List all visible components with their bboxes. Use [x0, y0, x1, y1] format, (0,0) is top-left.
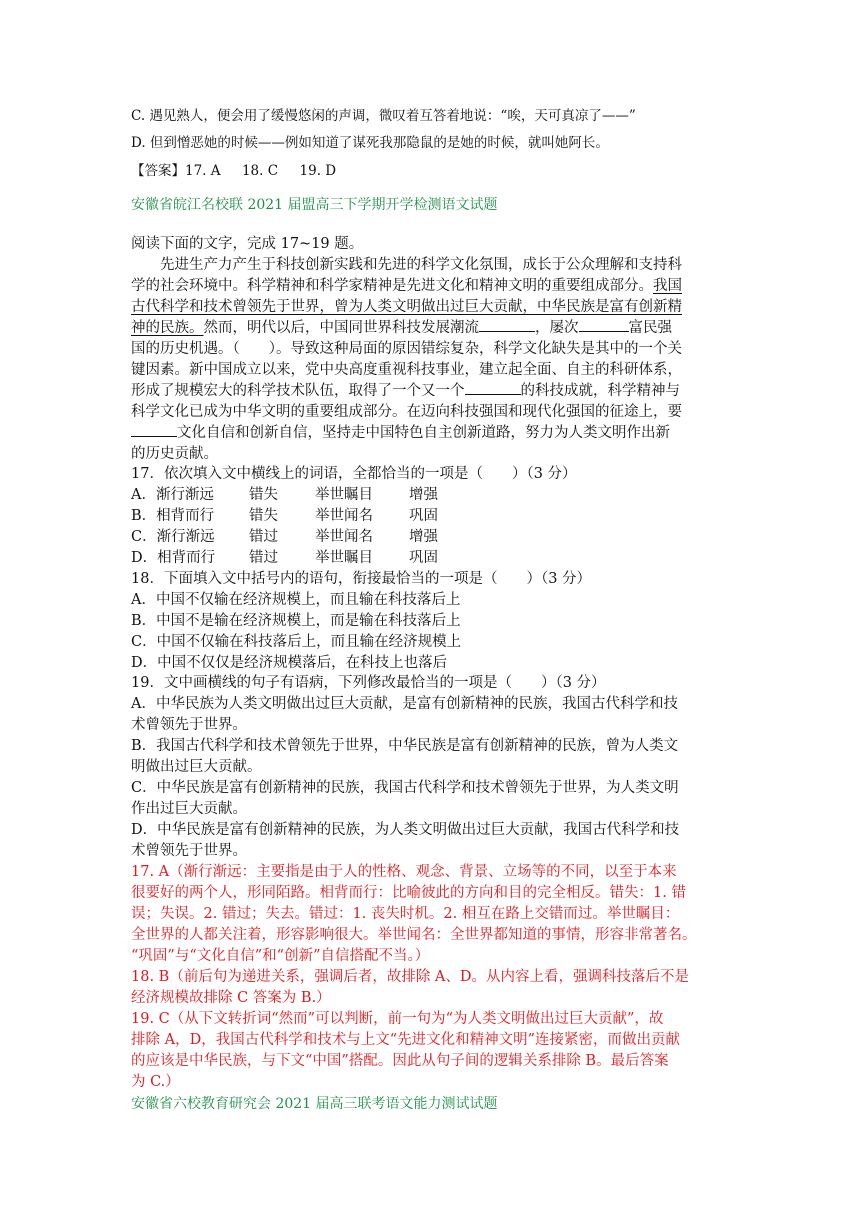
q19-option-d-line1: D．中华民族是富有创新精神的民族，为人类文明做出过巨大贡献，我国古代科学和技: [131, 822, 680, 838]
explain-17-line1: 17. A（渐行渐远：主要指是由于人的性格、观念、背景、立场等的不同，以至于本来: [131, 864, 677, 880]
q19-option-a-line1: A．中华民族为人类文明做出过巨大贡献，是富有创新精神的民族，我国古代科学和技: [131, 696, 678, 712]
q17-option-d: D．相背而行 错过 举世瞩目 巩固: [131, 550, 438, 566]
answer-text: 17. A 18. C 19. D: [185, 163, 337, 179]
underlined-sentence: 我国: [653, 278, 682, 294]
explain-19-line1: 19. C（从下文转折词“然而”可以判断，前一句为“为人类文明做出过巨大贡献”，故: [131, 1011, 664, 1027]
explain-19-line2: 排除 A，D，我国古代科学和技术与上文“先进文化和精神文明”连接紧密，而做出贡献: [131, 1032, 681, 1048]
passage-line-5: 国的历史机遇。（ ）。导致这种局面的原因错综复杂，科学文化缺失是其中的一个关: [131, 341, 682, 357]
passage-line-3-underlined: 古代科学和技术曾领先于世界，曾为人类文明做出过巨大贡献，中华民族是富有创新精: [131, 299, 682, 315]
q19-option-a-line2: 术曾领先于世界。: [131, 717, 247, 733]
explain-17-line5: “巩固”与“文化自信”和“创新”自信搭配不当。）: [131, 948, 430, 964]
explain-19-line3: 的应该是中华民族，与下文“中国”搭配。因此从句子间的逻辑关系排除 B。最后答案: [131, 1053, 669, 1069]
q19-option-b-line1: B．我国古代科学和技术曾领先于世界，中华民族是富有创新精神的民族，曾为人类文: [131, 738, 679, 754]
passage-line-8: 科学文化已成为中华文明的重要组成部分。在迈向科技强国和现代化强国的征途上，要: [131, 404, 682, 420]
explain-17-line2: 很要好的两个人，形同陌路。相背而行：比喻彼此的方向和目的完全相反。错失：1. 错: [131, 885, 686, 901]
prev-option-c: C. 遇见熟人，便会用了缓慢悠闲的声调，微叹着互答着地说：“唉，天可真凉了——”: [131, 108, 636, 124]
blank-3: [465, 380, 521, 395]
q19-stem: 19．文中画横线的句子有语病，下列修改最恰当的一项是（ ）（3 分）: [131, 675, 606, 691]
q17-option-b: B．相背而行 错失 举世闻名 巩固: [131, 508, 438, 524]
explain-17-line3: 误；失误。2. 错过；失去。错过：1. 丧失时机。2. 相互在路上交错而过。举世瞩目：: [131, 906, 680, 922]
prev-answer: [131, 160, 336, 182]
explain-17-line4: 全世界的人都关注着，形容影响很大。举世闻名：全世界都知道的事情，形容非常著名。: [131, 927, 697, 943]
q18-stem: 18．下面填入文中括号内的语句，衔接最恰当的一项是（ ）（3 分）: [131, 571, 592, 587]
passage-line-7: 形成了规模宏大的科学技术队伍，取得了一个又一个 的科技成就，科学精神与: [131, 380, 680, 402]
blank-4: [131, 422, 177, 437]
passage-line-9: 文化自信和创新自信，坚持走中国特色自主创新道路，努力为人类文明作出新: [131, 422, 670, 444]
prev-option-d: D. 但到憎恶她的时候——例如知道了谋死我那隐鼠的是她的时候，就叫她阿长。: [131, 135, 609, 151]
passage-line-4: 神的民族。然而，明代以后，中国同世界科技发展潮流 ，屡次 富民强: [131, 317, 672, 339]
q19-option-c-line1: C．中华民族是富有创新精神的民族，我国古代科学和技术曾领先于世界，为人类文明: [131, 780, 679, 796]
explain-18-line1: 18. B（前后句为递进关系，强调后者，故排除 A、D。从内容上看，强调科技落后不是: [131, 969, 690, 985]
passage-line-2: 学的社会环境中。科学精神和科学家精神是先进文化和精神文明的重要组成部分。我国: [131, 278, 682, 294]
blank-1: [479, 317, 535, 332]
underlined-sentence-end: 神的民族。: [131, 320, 204, 336]
q19-option-b-line2: 明做出过巨大贡献。: [131, 759, 262, 775]
explain-19-line4: 为 C.）: [131, 1074, 180, 1090]
q19-option-d-line2: 术曾领先于世界。: [131, 843, 247, 859]
reading-intro: 阅读下面的文字，完成 17~19 题。: [131, 236, 364, 252]
q17-option-a: A．渐行渐远 错失 举世瞩目 增强: [131, 487, 438, 503]
passage-line-1: 先进生产力产生于科技创新实践和先进的科学文化氛围，成长于公众理解和支持科: [160, 257, 682, 273]
q17-option-c: C．渐行渐远 错过 举世闻名 增强: [131, 529, 438, 545]
blank-2: [579, 317, 629, 332]
answer-label: 【答案】: [131, 163, 185, 179]
q18-option-d: D．中国不仅仅是经济规模落后，在科技上也落后: [131, 655, 448, 671]
q19-option-c-line2: 作出过巨大贡献。: [131, 801, 247, 817]
source-title-1: 安徽省皖江名校联 2021 届盟高三下学期开学检测语文试题: [131, 197, 498, 213]
q18-option-c: C．中国不仅输在科技落后上，而且输在经济规模上: [131, 634, 462, 650]
passage-line-6: 键因素。新中国成立以来，党中央高度重视科技事业，建立起全面、自主的科研体系，: [131, 362, 682, 378]
passage-line-10: 的历史贡献。: [131, 446, 218, 462]
q18-option-b: B．中国不是输在经济规模上，而是输在科技落后上: [131, 613, 461, 629]
q18-option-a: A．中国不仅输在经济规模上，而且输在科技落后上: [131, 592, 461, 608]
source-title-2: 安徽省六校教育研究会 2021 届高三联考语文能力测试试题: [131, 1096, 498, 1112]
explain-18-line2: 经济规模故排除 C 答案为 B.）: [131, 990, 331, 1006]
q17-stem: 17．依次填入文中横线上的词语，全都恰当的一项是（ ）（3 分）: [131, 466, 577, 482]
